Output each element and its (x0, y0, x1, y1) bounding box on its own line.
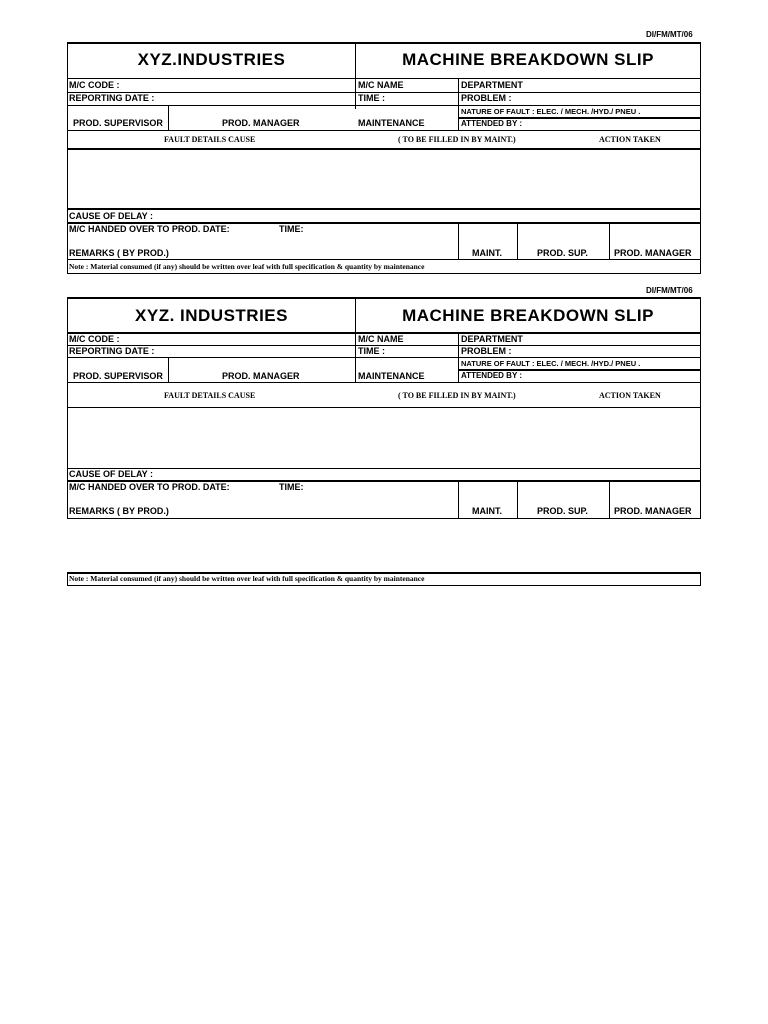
doc-code: DI/FM/MT/06 (646, 30, 693, 39)
nature-of-fault-label: NATURE OF FAULT : ELEC. / MECH. /HYD./ PNEU . (461, 107, 641, 116)
maint-sign-label: MAINT. (472, 506, 502, 516)
attended-by-label: ATTENDED BY : (461, 119, 523, 128)
cause-of-delay-label: CAUSE OF DELAY : (69, 469, 154, 479)
company-name: XYZ. INDUSTRIES (135, 306, 288, 325)
prod-supervisor-label: PROD. SUPERVISOR (73, 118, 163, 128)
material-note: Note : Material consumed (if any) should be written over leaf with full specification & quantity by maintenance (69, 574, 425, 583)
fault-details-area[interactable] (68, 150, 700, 208)
prod-manager-sign-label: PROD. MANAGER (614, 506, 692, 516)
department-label: DEPARTMENT (461, 80, 523, 90)
prod-manager-sign-label: PROD. MANAGER (614, 248, 692, 258)
nature-of-fault-label: NATURE OF FAULT : ELEC. / MECH. /HYD./ PNEU . (461, 359, 641, 368)
to-be-filled-heading: ( TO BE FILLED IN BY MAINT.) (398, 135, 516, 144)
mc-name-label: M/C NAME (358, 80, 404, 90)
doc-code: DI/FM/MT/06 (646, 286, 693, 295)
time-label: TIME : (358, 93, 385, 103)
department-label: DEPARTMENT (461, 334, 523, 344)
fault-details-area[interactable] (68, 409, 700, 467)
mc-name-label: M/C NAME (358, 334, 404, 344)
fault-details-cause-heading: FAULT DETAILS CAUSE (164, 135, 256, 144)
mc-code-label: M/C CODE : (69, 334, 120, 344)
mc-code-label: M/C CODE : (69, 80, 120, 90)
handed-time-label: TIME: (279, 482, 304, 492)
prod-manager-label: PROD. MANAGER (222, 371, 300, 381)
problem-label: PROBLEM : (461, 93, 512, 103)
fault-details-cause-heading: FAULT DETAILS CAUSE (164, 391, 256, 400)
slip-title: MACHINE BREAKDOWN SLIP (402, 50, 654, 69)
time-label: TIME : (358, 346, 385, 356)
prod-sup-sign-label: PROD. SUP. (537, 506, 588, 516)
problem-label: PROBLEM : (461, 346, 512, 356)
maintenance-label: MAINTENANCE (358, 118, 425, 128)
material-note: Note : Material consumed (if any) should be written over leaf with full specification & quantity by maintenance (69, 262, 425, 271)
mc-handed-over-label: M/C HANDED OVER TO PROD. DATE: (69, 482, 230, 492)
prod-supervisor-label: PROD. SUPERVISOR (73, 371, 163, 381)
to-be-filled-heading: ( TO BE FILLED IN BY MAINT.) (398, 391, 516, 400)
handed-time-label: TIME: (279, 224, 304, 234)
attended-by-label: ATTENDED BY : (461, 371, 523, 380)
slip-title: MACHINE BREAKDOWN SLIP (402, 306, 654, 325)
prod-sup-sign-label: PROD. SUP. (537, 248, 588, 258)
remarks-label: REMARKS ( BY PROD.) (69, 248, 169, 258)
remarks-label: REMARKS ( BY PROD.) (69, 506, 169, 516)
maintenance-label: MAINTENANCE (358, 371, 425, 381)
mc-handed-over-label: M/C HANDED OVER TO PROD. DATE: (69, 224, 230, 234)
reporting-date-label: REPORTING DATE : (69, 93, 155, 103)
company-name: XYZ.INDUSTRIES (137, 50, 286, 69)
maint-sign-label: MAINT. (472, 248, 502, 258)
action-taken-heading: ACTION TAKEN (599, 135, 661, 144)
prod-manager-label: PROD. MANAGER (222, 118, 300, 128)
reporting-date-label: REPORTING DATE : (69, 346, 155, 356)
action-taken-heading: ACTION TAKEN (599, 391, 661, 400)
cause-of-delay-label: CAUSE OF DELAY : (69, 211, 154, 221)
